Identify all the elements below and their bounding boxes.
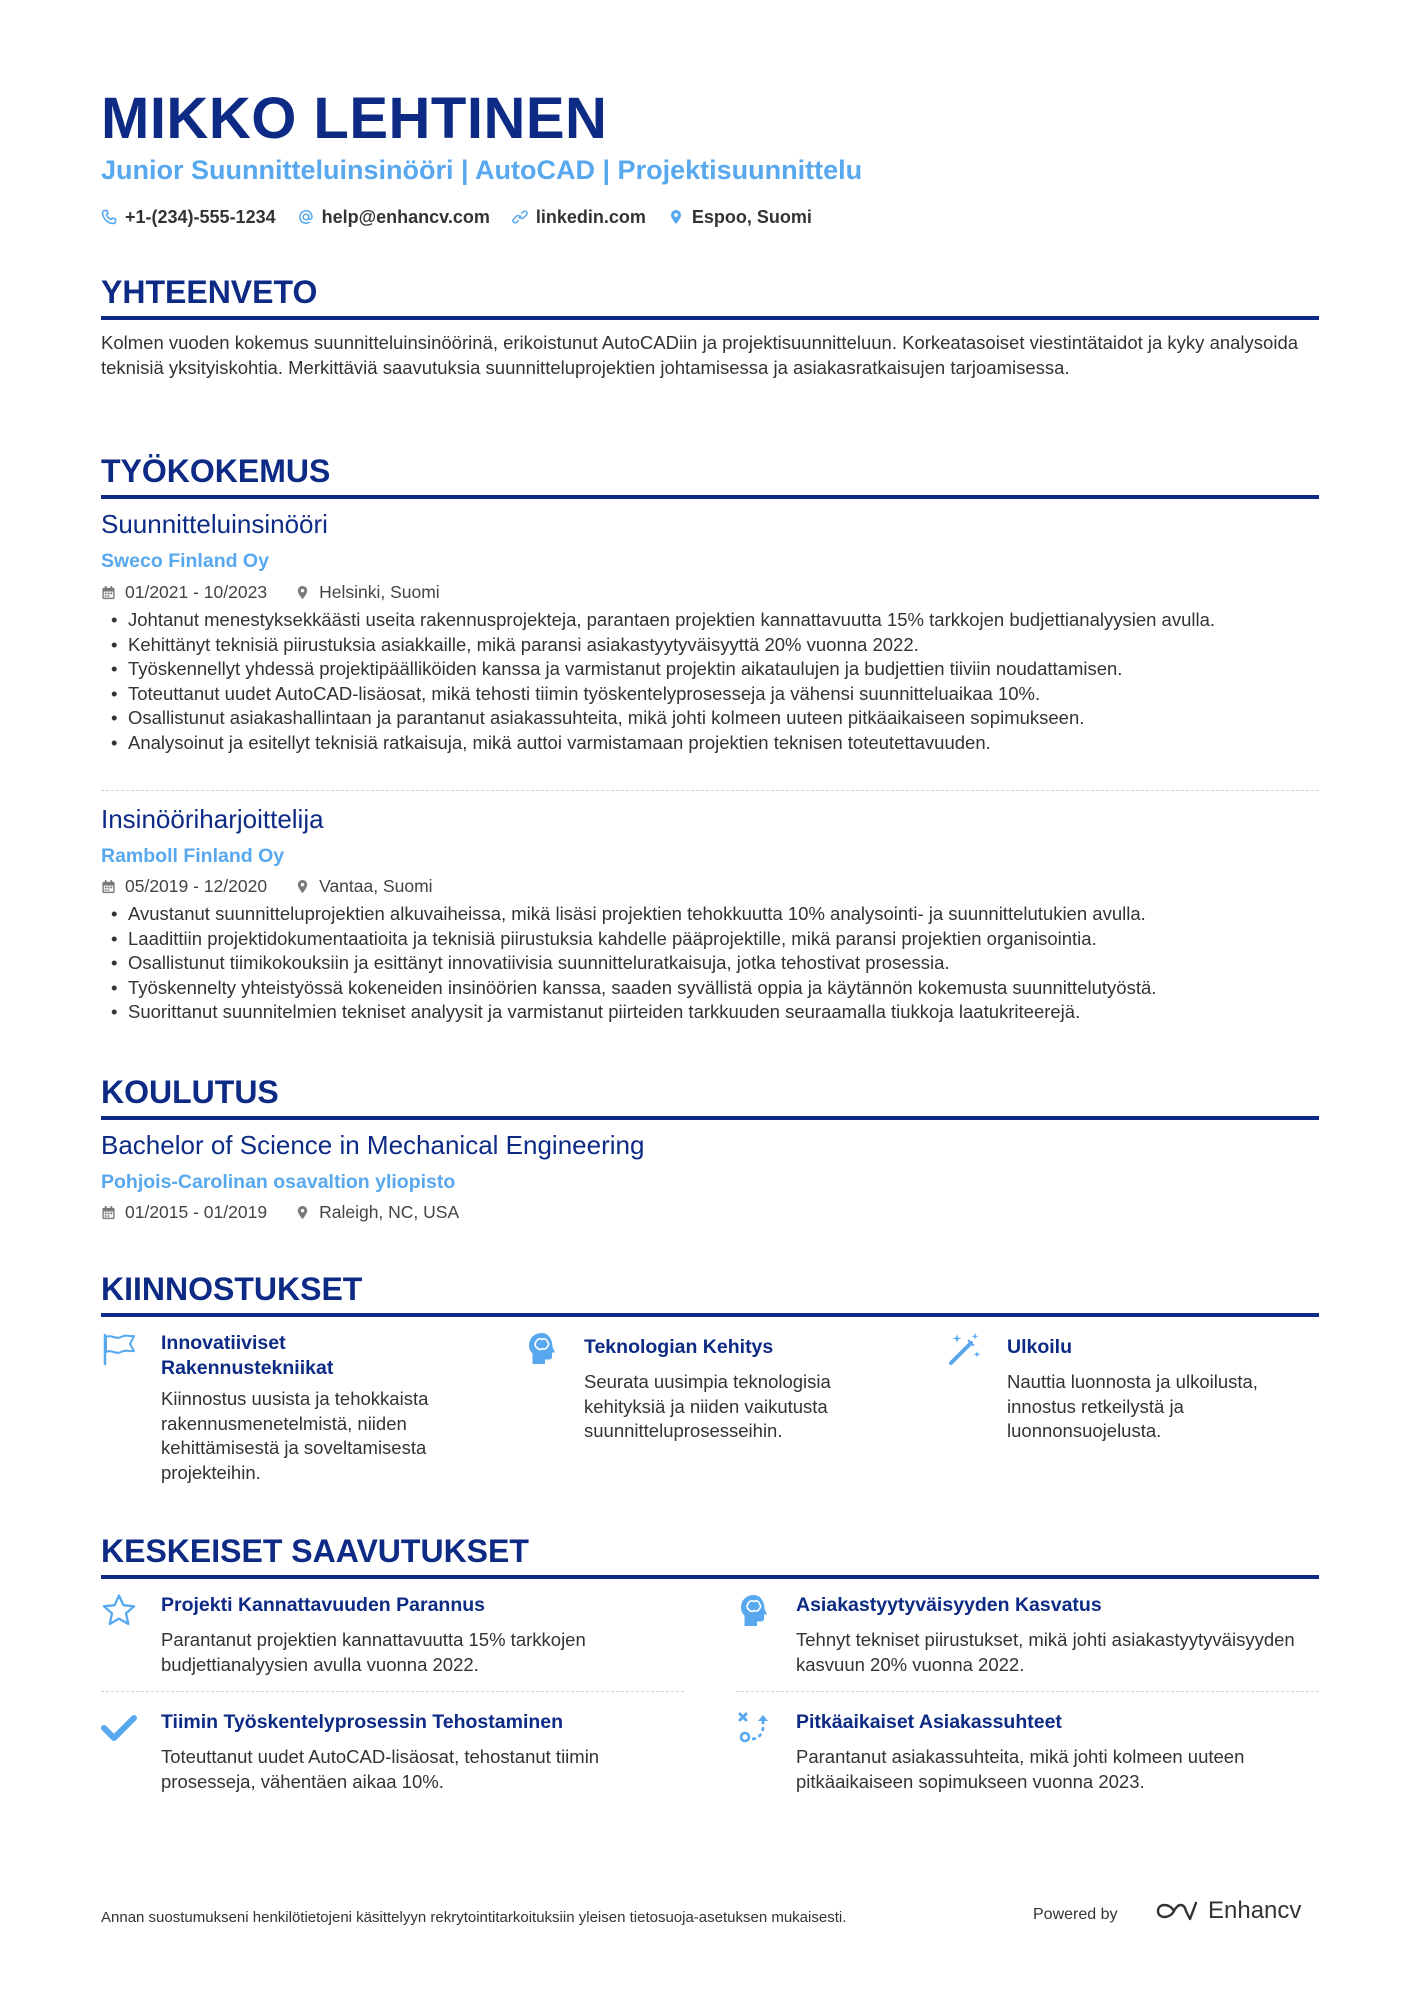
list-item: • Työskennellyt yhdessä projektipäälliköiden kanssa ja varmistanut projektin aikataulujen ja budjettien tiiviin noudattamisen. bbox=[101, 657, 1319, 682]
achievement-title: Projekti Kannattavuuden Parannus bbox=[161, 1594, 485, 1616]
link-icon bbox=[512, 209, 528, 225]
achievement-title: Pitkäaikaiset Asiakassuhteet bbox=[796, 1711, 1062, 1733]
list-item: • Työskennelty yhteistyössä kokeneiden insinöörien kanssa, saaden syvällistä oppia ja käytännön kokemusta suunnittelutyöstä. bbox=[101, 976, 1319, 1001]
contact-bar bbox=[101, 204, 812, 230]
check-icon bbox=[101, 1710, 137, 1746]
list-item: • Osallistunut asiakashallintaan ja parantanut asiakassuhteita, mikä johti kolmeen uuteen pitkäaikaiseen sopimukseen. bbox=[101, 706, 1319, 731]
powered-by-label: Powered by bbox=[1033, 1906, 1118, 1923]
job-bullets-1 bbox=[101, 608, 1319, 755]
list-item: • Avustanut suunnitteluprojektien alkuvaiheissa, mikä lisäsi projektien tehokkuutta 10% analysointi- ja suunnittelutukien avulla. bbox=[101, 902, 1319, 927]
location-pin-icon bbox=[295, 585, 310, 600]
job-location-1: Helsinki, Suomi bbox=[295, 580, 440, 604]
interest-desc: Seurata uusimpia teknologisia kehityksiä ja niiden vaikutusta suunnitteluprosesseihin. bbox=[584, 1371, 831, 1441]
contact-linkedin[interactable] bbox=[512, 204, 646, 230]
education-dates: 01/2015 - 01/2019 bbox=[101, 1200, 267, 1224]
job-meta-1 bbox=[101, 580, 440, 604]
list-item: • Laadittiin projektidokumentaatioita ja teknisiä piirustuksia kahdelle pääprojektille, mikä paransi projektien organisointia. bbox=[101, 927, 1319, 952]
job-divider bbox=[101, 790, 1319, 791]
contact-location bbox=[668, 204, 812, 230]
flag-icon bbox=[101, 1331, 137, 1367]
magic-wand-icon bbox=[947, 1331, 983, 1367]
list-item: • Johtanut menestyksekkäästi useita rakennusprojekteja, parantaen projektien kannattavuutta 15% tarkkojen budjettianalyysien avulla. bbox=[101, 608, 1319, 633]
section-title-education: KOULUTUS bbox=[101, 1072, 1319, 1120]
calendar-icon bbox=[101, 879, 116, 894]
achievement-desc: Parantanut projektien kannattavuutta 15% tarkkojen budjettianalyysien avulla vuonna 2022. bbox=[161, 1629, 586, 1675]
calendar-icon bbox=[101, 1205, 116, 1220]
summary-text: Kolmen vuoden kokemus suunnitteluinsinöörinä, erikoistunut AutoCADiin ja projektisuunnitteluun. Korkeatasoiset viestintätaidot ja kyky analysoida teknisiä yksityiskohtia. Merkittäviä saavutuksia suunnitteluprojektien johtamisessa ja asiakasratkaisujen tarjoamisessa. bbox=[101, 332, 1299, 378]
email-text: help@enhancv.com bbox=[321, 207, 490, 227]
enhancv-logo-icon bbox=[1154, 1899, 1200, 1923]
education-location: Raleigh, NC, USA bbox=[295, 1200, 459, 1224]
company-2: Ramboll Finland Oy bbox=[101, 845, 285, 867]
job-location-2: Vantaa, Suomi bbox=[295, 874, 433, 898]
achievement-divider bbox=[101, 1691, 684, 1692]
achievement-desc: Tehnyt tekniset piirustukset, mikä johti asiakastyytyväisyyden kasvuun 20% vuonna 2022. bbox=[796, 1629, 1295, 1675]
job-title-2: Insinööriharjoittelija bbox=[101, 804, 324, 834]
list-item: • Toteuttanut uudet AutoCAD-lisäosat, mikä tehosti tiimin työskentelyprosesseja ja vähensi suunnitteluaikaa 10%. bbox=[101, 682, 1319, 707]
brain-head-icon bbox=[736, 1593, 772, 1629]
job-dates-1: 01/2021 - 10/2023 bbox=[101, 580, 267, 604]
degree-title: Bachelor of Science in Mechanical Engineering bbox=[101, 1130, 645, 1160]
school-name: Pohjois-Carolinan osavaltion yliopisto bbox=[101, 1171, 456, 1193]
achievement-title: Tiimin Työskentelyprosessin Tehostaminen bbox=[161, 1711, 564, 1733]
achievement-title: Asiakastyytyväisyyden Kasvatus bbox=[796, 1594, 1102, 1616]
interest-title: Teknologian Kehitys bbox=[584, 1336, 774, 1358]
job-meta-2 bbox=[101, 874, 433, 898]
gdpr-consent: Annan suostumukseni henkilötietojeni käsittelyyn rekrytointitarkoituksiin yleisen tietosuoja-asetuksen mukaisesti. bbox=[101, 1909, 847, 1926]
contact-phone[interactable] bbox=[101, 204, 276, 230]
location-pin-icon bbox=[295, 1205, 310, 1220]
achievement-desc: Parantanut asiakassuhteita, mikä johti kolmeen uuteen pitkäaikaiseen sopimukseen vuonna 2023. bbox=[796, 1746, 1245, 1792]
at-icon bbox=[298, 209, 314, 225]
list-item: • Analysoinut ja esitellyt teknisiä ratkaisuja, mikä auttoi varmistamaan projektien teknisen toteutettavuuden. bbox=[101, 731, 1319, 756]
brand-name: Enhancv bbox=[1208, 1897, 1302, 1924]
location-pin-icon bbox=[668, 209, 684, 225]
section-title-achievements: KESKEISET SAAVUTUKSET bbox=[101, 1531, 1319, 1579]
brand-logo[interactable] bbox=[1154, 1897, 1301, 1925]
star-icon bbox=[101, 1593, 137, 1629]
interest-title: Innovatiiviset Rakennustekniikat bbox=[161, 1332, 334, 1379]
section-title-experience: TYÖKOKEMUS bbox=[101, 451, 1319, 499]
job-bullets-2 bbox=[101, 902, 1319, 1025]
job-dates-2: 05/2019 - 12/2020 bbox=[101, 874, 267, 898]
list-item: • Osallistunut tiimikokouksiin ja esittänyt innovatiivisia suunnitteluratkaisuja, jotka tehostivat prosessia. bbox=[101, 951, 1319, 976]
company-1: Sweco Finland Oy bbox=[101, 550, 269, 572]
section-title-summary: YHTEENVETO bbox=[101, 272, 1319, 320]
education-meta bbox=[101, 1200, 459, 1224]
phone-text: +1-(234)-555-1234 bbox=[125, 207, 276, 227]
list-item: • Kehittänyt teknisiä piirustuksia asiakkaille, mikä paransi asiakastyytyväisyyttä 20% vuonna 2022. bbox=[101, 633, 1319, 658]
phone-icon bbox=[101, 209, 117, 225]
contact-email[interactable] bbox=[298, 204, 490, 230]
achievement-divider bbox=[736, 1691, 1319, 1692]
brain-head-icon bbox=[524, 1331, 560, 1367]
calendar-icon bbox=[101, 585, 116, 600]
job-title-1: Suunnitteluinsinööri bbox=[101, 509, 328, 539]
interest-desc: Nauttia luonnosta ja ulkoilusta, innostus retkeilystä ja luonnonsuojelusta. bbox=[1007, 1371, 1258, 1441]
interest-title: Ulkoilu bbox=[1007, 1336, 1073, 1358]
location-text: Espoo, Suomi bbox=[691, 207, 812, 227]
location-pin-icon bbox=[295, 879, 310, 894]
interest-desc: Kiinnostus uusista ja tehokkaista rakennusmenetelmistä, niiden kehittämisestä ja soveltamisesta projekteihin. bbox=[161, 1388, 429, 1483]
linkedin-text: linkedin.com bbox=[535, 207, 646, 227]
achievement-desc: Toteuttanut uudet AutoCAD-lisäosat, tehostanut tiimin prosesseja, vähentäen aikaa 10%. bbox=[161, 1746, 600, 1792]
list-item: • Suorittanut suunnitelmien tekniset analyysit ja varmistanut piirteiden tarkkuuden seuraamalla tiukkoja laatukriteerejä. bbox=[101, 1000, 1319, 1025]
strategy-icon bbox=[736, 1710, 772, 1746]
section-title-interests: KIINNOSTUKSET bbox=[101, 1269, 1319, 1317]
headline: Junior Suunnitteluinsinööri | AutoCAD | Projektisuunnittelu bbox=[101, 155, 863, 185]
candidate-name: MIKKO LEHTINEN bbox=[101, 86, 608, 151]
